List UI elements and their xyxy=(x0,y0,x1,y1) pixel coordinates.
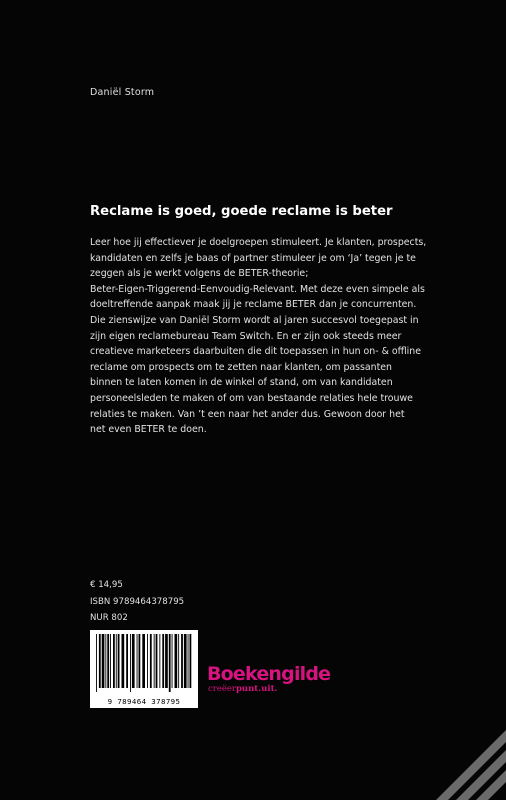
publisher-name: Boekengilde xyxy=(207,663,331,685)
barcode-bar xyxy=(130,634,131,692)
barcode-bar xyxy=(181,634,183,688)
blurb-line: net even BETER te doen. xyxy=(90,424,207,436)
barcode-bar xyxy=(162,634,164,688)
barcode-bar xyxy=(142,634,145,688)
blurb-paragraph-1 xyxy=(90,235,426,313)
blurb-line: personeelsleden te maken of om van bestaande relaties hele trouwe xyxy=(90,392,413,404)
barcode-bar xyxy=(169,634,171,692)
barcode-bar xyxy=(147,634,148,688)
barcode-bar xyxy=(175,634,178,688)
blurb-line: kandidaten en zelfs je baas of partner stimuleer je om ‘Ja’ tegen je te xyxy=(90,252,416,264)
barcode-bar xyxy=(139,634,141,688)
barcode-digits: 9 789464 378795 xyxy=(107,697,181,706)
barcode-bar xyxy=(159,634,160,688)
blurb-line: zijn eigen reclamebureau Team Switch. En er zijn ook steeds meer xyxy=(90,330,402,342)
barcode-bar xyxy=(126,634,128,688)
blurb-line: creatieve marketeers daarbuiten die dit toepassen in hun on- & offline xyxy=(90,346,421,358)
barcode-bar xyxy=(184,634,187,688)
corner-stripes-icon xyxy=(426,710,506,800)
barcode-bar xyxy=(107,634,109,688)
barcode-bar xyxy=(188,634,189,688)
blurb-line: Die zienswijze van Daniël Storm wordt al jaren succesvol toegepast in xyxy=(90,315,419,326)
blurb-line: reclame om prospects om te zetten naar klanten, om passanten xyxy=(90,361,392,373)
barcode-bars-icon xyxy=(94,634,194,692)
barcode-bar xyxy=(113,634,115,688)
isbn: ISBN 9789464378795 xyxy=(90,597,185,607)
blurb-line: relaties te maken. Van ’t een naar het ander dus. Gewoon door het xyxy=(90,408,405,420)
barcode-bar xyxy=(96,634,97,692)
publisher-tagline xyxy=(208,684,330,694)
price: € 14,95 xyxy=(90,580,123,590)
blurb-line: Leer hoe jij effectiever je doelgroepen stimuleert. Je klanten, prospects, xyxy=(90,237,427,248)
barcode-bar xyxy=(156,634,158,688)
barcode-bar xyxy=(190,634,192,688)
tagline-pre: creëer xyxy=(208,684,236,694)
blurb-line: binnen te laten komen in de winkel of stand, om van kandidaten xyxy=(90,377,393,389)
barcode-bar xyxy=(154,634,155,688)
barcode xyxy=(90,630,198,708)
blurb-paragraph-2 xyxy=(90,313,426,438)
barcode-bar xyxy=(110,634,111,688)
barcode-bar xyxy=(150,634,152,688)
book-title: Reclame is goed, goede reclame is beter xyxy=(90,204,393,219)
blurb-line: zeggen als je werkt volgens de BETER-theorie; xyxy=(90,268,309,280)
barcode-bar xyxy=(99,634,101,688)
barcode-bar xyxy=(172,634,173,688)
barcode-bar xyxy=(122,634,125,688)
barcode-bar xyxy=(116,634,117,688)
barcode-bar xyxy=(178,634,179,688)
tagline-bold: punt.uit. xyxy=(235,684,278,694)
nur-code: NUR 802 xyxy=(90,613,128,623)
barcode-bar xyxy=(165,634,168,688)
blurb-line: Beter-Eigen-Triggerend-Eenvoudig-Relevant. Met deze even simpele als xyxy=(90,283,425,295)
barcode-bar xyxy=(118,634,120,688)
barcode-bar xyxy=(105,634,106,688)
blurb-line: doeltreffende aanpak maak jij je reclame BETER dan je concurrenten. xyxy=(90,299,417,311)
barcode-bar xyxy=(132,634,135,688)
publisher-logo xyxy=(207,664,330,694)
barcode-bar xyxy=(102,634,105,688)
author-name: Daniël Storm xyxy=(90,87,155,98)
barcode-bar xyxy=(137,634,138,688)
